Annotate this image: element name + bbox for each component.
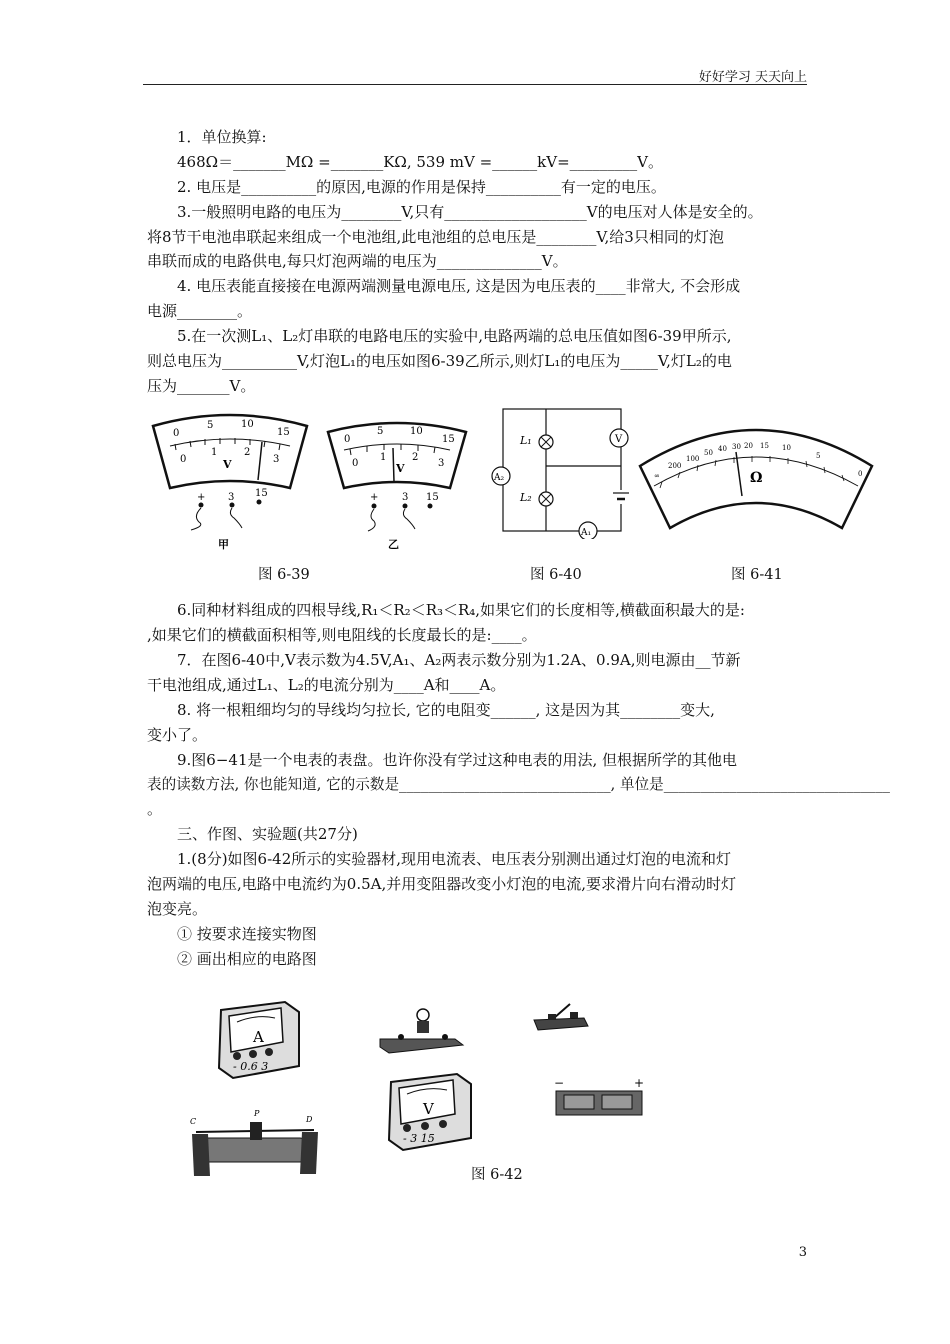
text-line: 泡变亮。 (147, 900, 208, 918)
terminal-label: - 0.6 3 (233, 1060, 269, 1073)
text-line: 干电池组成,通过L₁、L₂的电流分别为____A和____A。 (147, 676, 506, 694)
scale-label: 10 (410, 426, 423, 437)
circuit-label-a2: A₂ (494, 473, 505, 483)
figure-label: 甲 (218, 538, 229, 551)
scale-label: 5 (816, 452, 821, 460)
header-text: 好好学习 天天向上 (698, 70, 807, 85)
scale-label: 10 (782, 444, 791, 452)
figure-6-39-yi (322, 418, 472, 553)
scale-label: 3 (273, 454, 280, 465)
figure-6-39-jia (145, 408, 315, 553)
battery-plus-label: + (634, 1076, 645, 1090)
scale-label: 1 (380, 452, 387, 463)
needle (393, 448, 394, 482)
text-line: 5.在一次测L₁、L₂灯串联的电路电压的实验中,电路两端的总电压值如图6-39甲所示, (177, 327, 732, 345)
text-line: 变小了。 (147, 726, 208, 744)
ammeter-device (213, 998, 303, 1083)
caption-6-39: 图 6-39 (258, 567, 310, 583)
scale-label: ∞ (654, 472, 660, 480)
text-line: 9.图6−41是一个电表的表盘。也许你没有学过这种电表的用法, 但根据所学的其他电 (177, 751, 738, 769)
scale-label: 10 (241, 419, 254, 430)
scale-label: 0 (858, 470, 863, 478)
scale-label: 50 (704, 449, 713, 457)
text-line: 4. 电压表能直接接在电源两端测量电源电压, 这是因为电压表的____非常大, 不会形成 (177, 277, 741, 295)
needle (736, 452, 742, 496)
scale-label: 1 (211, 447, 218, 458)
scale-label: 100 (686, 455, 700, 463)
text-line: ② 画出相应的电路图 (177, 950, 317, 968)
scale-label: 20 (744, 442, 753, 450)
scale-label: 2 (412, 452, 419, 463)
circuit-label-l2: L₂ (520, 491, 532, 504)
figure-label: 乙 (388, 538, 399, 551)
circuit-label-l1: L₁ (520, 434, 532, 447)
unit-label: V (423, 1100, 434, 1118)
unit-label: Ω (750, 470, 763, 486)
text-line: 压为_______V。 (147, 377, 256, 395)
figure-6-41-ohmmeter (632, 408, 880, 536)
unit-label: V (396, 462, 405, 475)
caption-6-42: 图 6-42 (471, 1167, 523, 1183)
header-rule (143, 84, 807, 85)
text-line: 表的读数方法, 你也能知道, 它的示数是_____________________________, 单位是_______________________________ (147, 776, 890, 793)
text-line: 串联而成的电路供电,每只灯泡两端的电压为______________V。 (147, 252, 568, 270)
unit-label: A (253, 1028, 264, 1046)
unit-label: V (223, 458, 232, 471)
scale-label: 5 (377, 426, 384, 437)
terminal-label: + (197, 492, 206, 503)
scale-label: 15 (442, 434, 455, 445)
terminal-label: 3 (228, 492, 235, 503)
text-line: 7．在图6-40中,V表示数为4.5V,A₁、A₂两表示数分别为1.2A、0.9A,则电源由__节新 (177, 651, 741, 669)
circuit-label-a1: A₁ (581, 528, 592, 538)
scale-label: 15 (277, 427, 290, 438)
scale-label: 40 (718, 445, 727, 453)
text-line: 1．单位换算: (177, 128, 267, 146)
voltmeter-device (383, 1070, 478, 1155)
text-line: 8. 将一根粗细均匀的导线均匀拉长, 它的电阻变______, 这是因为其________变大, (177, 701, 715, 719)
terminal-label: + (370, 492, 379, 503)
text-line: 3.一般照明电路的电压为________V,只有___________________V的电压对人体是安全的。 (177, 203, 763, 221)
caption-6-41: 图 6-41 (731, 567, 783, 583)
text-line: 则总电压为__________V,灯泡L₁的电压如图6-39乙所示,则灯L₁的电压为_____V,灯L₂的电 (147, 352, 732, 370)
text-line: ,如果它们的横截面积相等,则电阻线的长度最长的是:____。 (147, 626, 537, 644)
terminal-label: - 3 15 (403, 1132, 435, 1145)
caption-6-40: 图 6-40 (530, 567, 582, 583)
text-line: 泡两端的电压,电路中电流约为0.5A,并用变阻器改变小灯泡的电流,要求滑片向右滑动时灯 (147, 875, 736, 893)
lamp-on-board (375, 1007, 465, 1057)
scale-label: 200 (668, 462, 682, 470)
text-line: 2. 电压是__________的原因,电源的作用是保持__________有一定的电压。 (177, 178, 666, 196)
battery-device (552, 1075, 647, 1120)
scale-label: 0 (173, 428, 180, 439)
rheostat-label-d: D (306, 1115, 313, 1124)
scale-label: 15 (760, 442, 769, 450)
needle (258, 442, 262, 480)
text-line: 6.同种材料组成的四根导线,R₁＜R₂＜R₃＜R₄,如果它们的长度相等,横截面积最大的是: (177, 601, 745, 619)
rheostat-label-p: P (254, 1110, 260, 1118)
scale-label: 0 (180, 454, 187, 465)
terminal-label: 15 (426, 492, 439, 503)
terminal-label: 3 (402, 492, 409, 503)
text-line: 1.(8分)如图6-42所示的实验器材,现用电流表、电压表分别测出通过灯泡的电流和灯 (177, 850, 732, 868)
scale-label: 2 (244, 447, 251, 458)
text-line: 将8节干电池串联起来组成一个电池组,此电池组的总电压是________V,给3只相同的灯泡 (147, 228, 724, 246)
page-number: 3 (798, 1245, 807, 1260)
scale-label: 3 (438, 458, 445, 469)
scale-label: 30 (732, 443, 741, 451)
text-line: 电源________。 (147, 302, 253, 320)
battery-minus-label: − (554, 1076, 565, 1090)
text-line: 。 (147, 800, 163, 818)
figure-6-40-circuit (488, 404, 630, 539)
terminal-label: 15 (255, 488, 268, 499)
rheostat-device (188, 1110, 323, 1185)
section-heading: 三、作图、实验题(共27分) (177, 825, 358, 843)
rheostat-label-c: C (190, 1117, 197, 1126)
scale-label: 5 (207, 420, 214, 431)
circuit-label-v: V (615, 434, 623, 445)
switch-device (530, 1000, 590, 1035)
text-line: 468Ω＝_______MΩ =_______KΩ, 539 mV =______kV=_________V。 (177, 153, 663, 171)
scale-label: 0 (352, 458, 359, 469)
text-line: ① 按要求连接实物图 (177, 925, 317, 943)
scale-label: 0 (344, 434, 351, 445)
